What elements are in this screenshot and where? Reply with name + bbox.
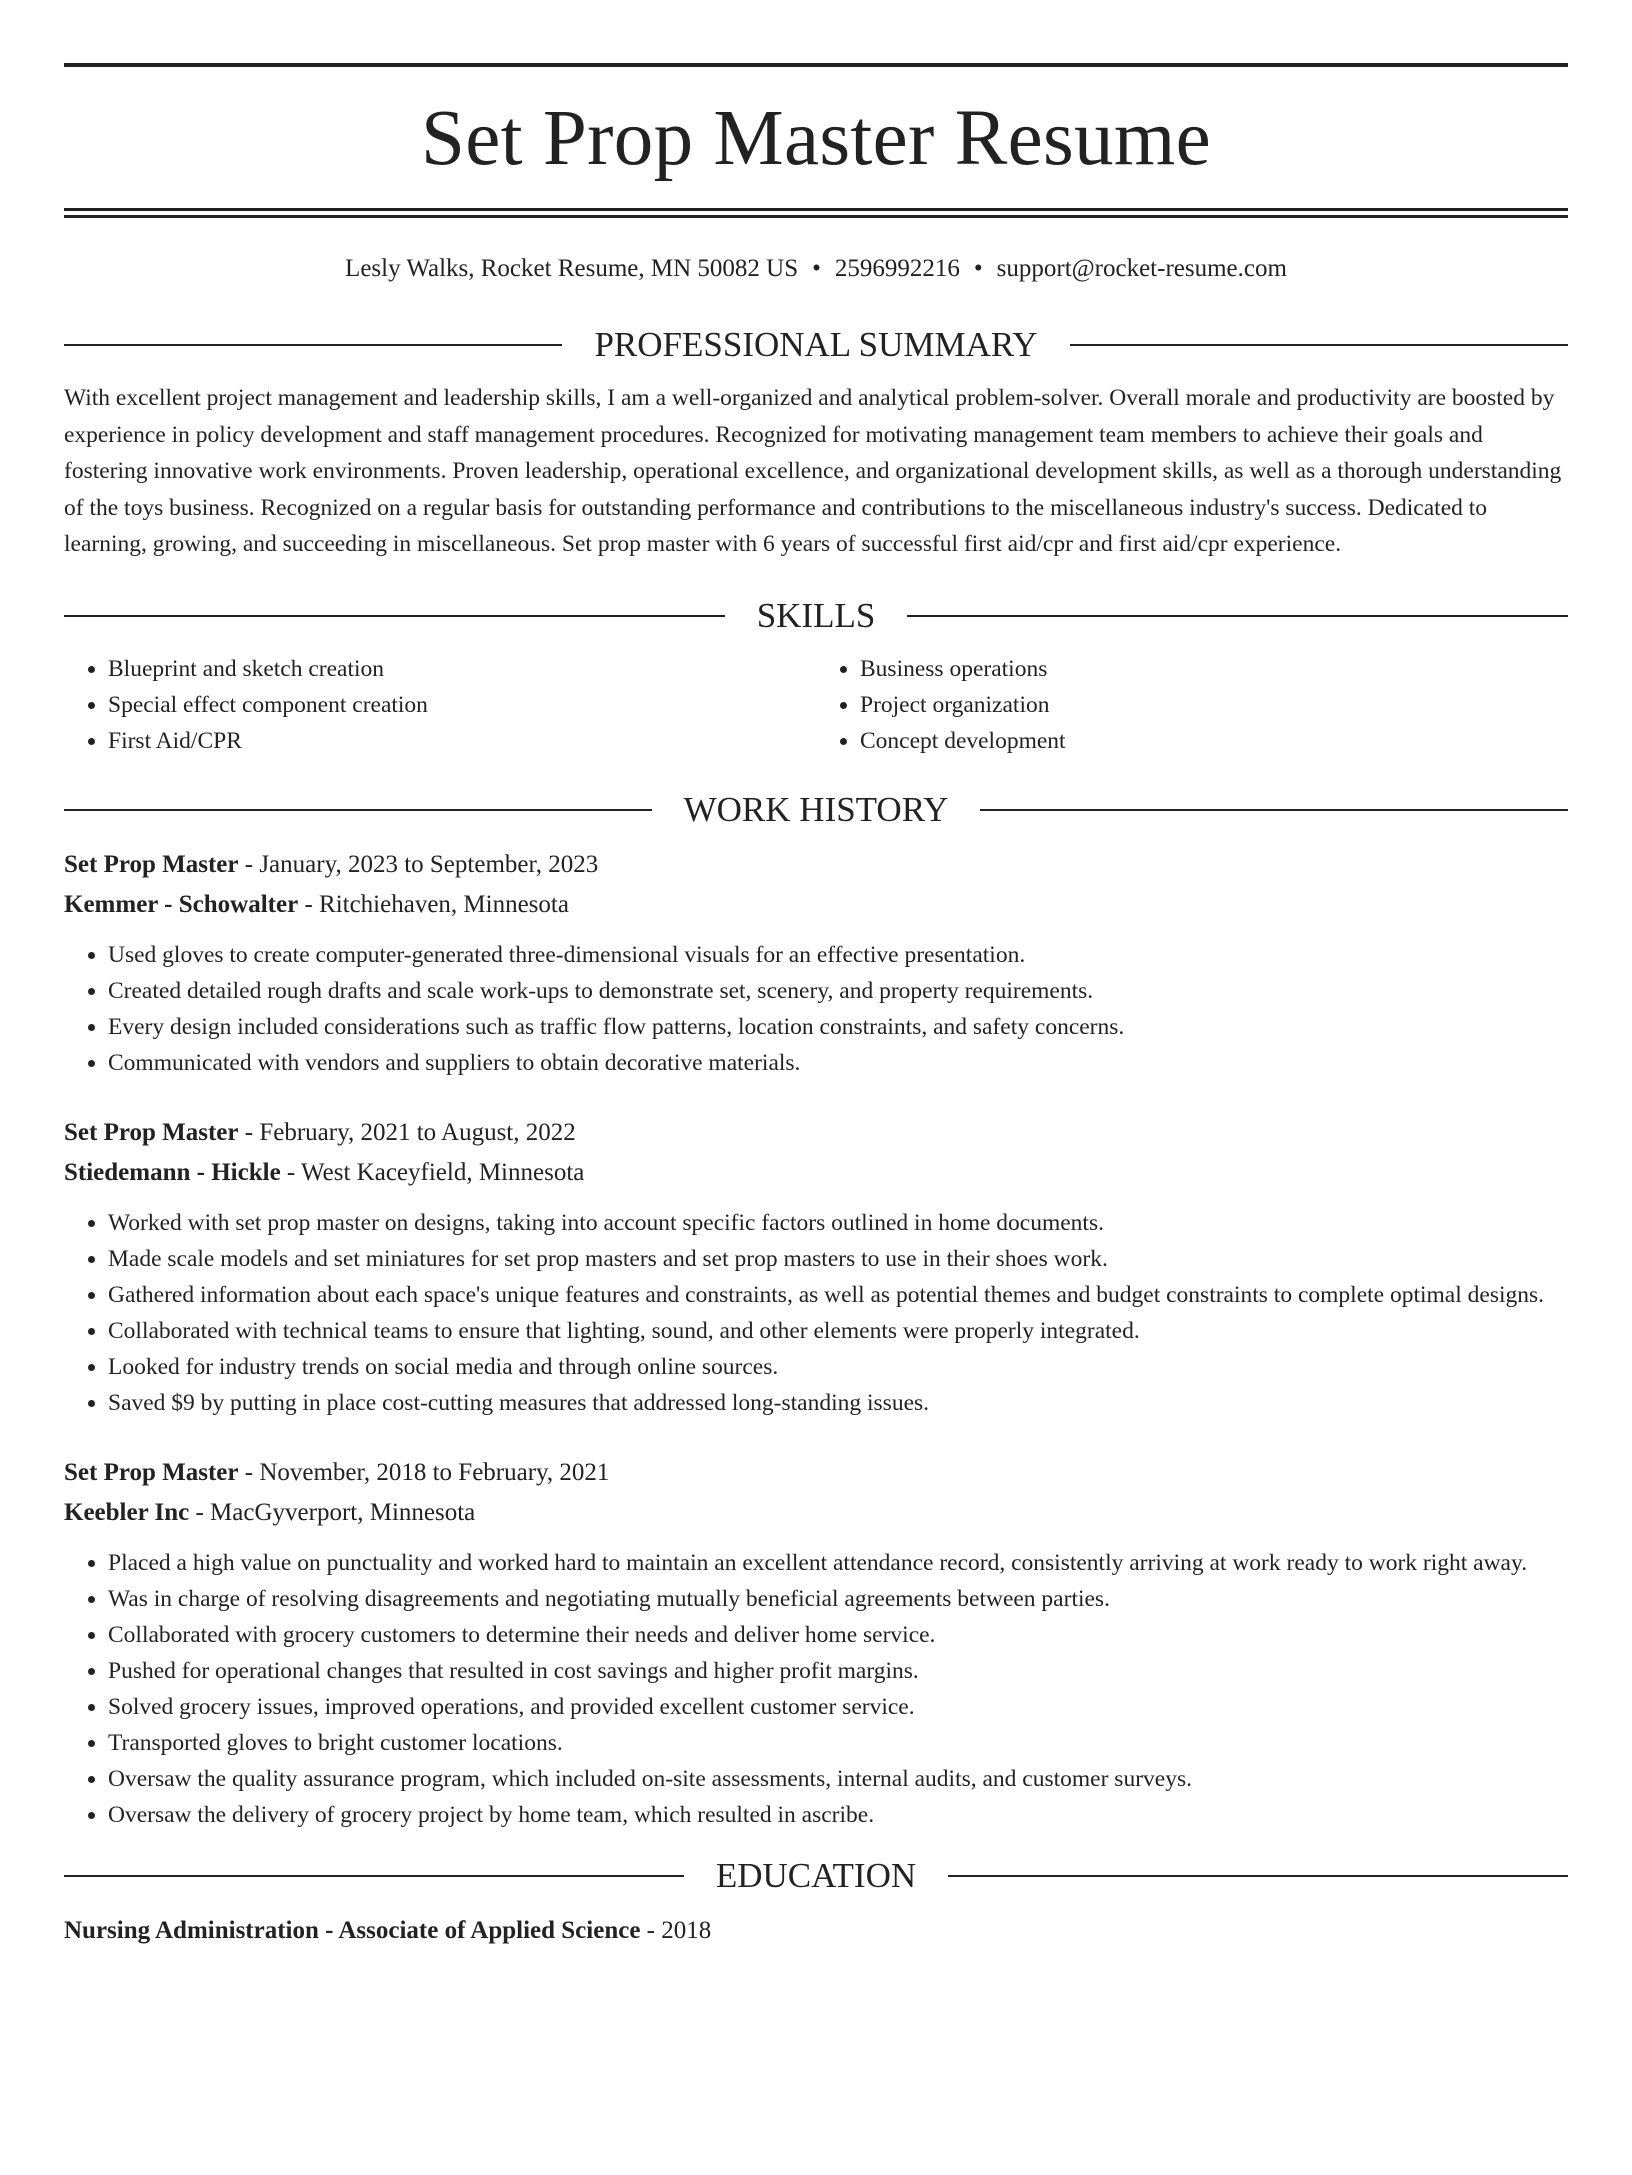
job-entry [64, 1113, 1568, 1421]
job-bullet: • Looked for industry trends on social media and through online sources. [108, 1349, 1568, 1385]
job-bullet: • Created detailed rough drafts and scale work-ups to demonstrate set, scenery, and property requirements. [108, 973, 1568, 1009]
job-bullet: • Was in charge of resolving disagreements and negotiating mutually beneficial agreements between parties. [108, 1581, 1568, 1617]
job-bullet: • Saved $9 by putting in place cost-cutting measures that addressed long-standing issues. [108, 1385, 1568, 1421]
job-bullet: • Transported gloves to bright customer locations. [108, 1725, 1568, 1761]
job-company-line: Kemmer - Schowalter - Ritchiehaven, Minnesota [64, 890, 569, 918]
job-entry [64, 1453, 1568, 1833]
job-location: Ritchiehaven, Minnesota [319, 890, 569, 918]
contact-line [64, 254, 1568, 284]
heading-rule-right [1070, 344, 1568, 346]
job-bullet: • Collaborated with technical teams to ensure that lighting, sound, and other elements were properly integrated. [108, 1313, 1568, 1349]
job-title: Set Prop Master [64, 850, 239, 878]
title-double-rule [64, 208, 1568, 218]
summary-heading: PROFESSIONAL SUMMARY [594, 325, 1038, 364]
education-heading: EDUCATION [715, 1855, 917, 1895]
job-entry [64, 845, 1568, 1081]
heading-rule-left [64, 1875, 684, 1877]
skills-list [64, 651, 1568, 759]
job-bullets [64, 1545, 1568, 1833]
job-company: Keebler Inc [64, 1498, 190, 1526]
job-bullet: • Made scale models and set miniatures for set prop masters and set prop masters to use in their shoes work. [108, 1241, 1568, 1277]
heading-rule-left [64, 344, 562, 346]
resume-title: Set Prop Master Resume [421, 95, 1211, 182]
job-title: Set Prop Master [64, 1458, 239, 1486]
job-bullets [64, 1205, 1568, 1421]
job-company: Stiedemann - Hickle [64, 1158, 281, 1186]
job-bullet: • Solved grocery issues, improved operations, and provided excellent customer service. [108, 1689, 1568, 1725]
job-location: MacGyverport, Minnesota [210, 1498, 476, 1526]
work-heading: WORK HISTORY [683, 789, 949, 829]
resume-page [0, 63, 1632, 2175]
summary-section-heading [64, 324, 1568, 366]
skill-item: • First Aid/CPR [108, 723, 816, 759]
job-company: Kemmer - Schowalter [64, 890, 299, 918]
skills-column-left [64, 651, 816, 759]
job-bullet: • Communicated with vendors and suppliers to obtain decorative materials. [108, 1045, 1568, 1081]
heading-rule-left [64, 615, 725, 617]
heading-rule-right [980, 809, 1568, 811]
education-entry: Nursing Administration - Associate of Applied Science - 2018 [64, 1916, 712, 1944]
skills-heading: SKILLS [756, 595, 876, 635]
job-company-line: Stiedemann - Hickle - West Kaceyfield, Minnesota [64, 1158, 585, 1186]
job-dates: January, 2023 to September, 2023 [259, 850, 599, 878]
job-bullet: • Collaborated with grocery customers to determine their needs and deliver home service. [108, 1617, 1568, 1653]
heading-rule-right [948, 1875, 1568, 1877]
job-location: West Kaceyfield, Minnesota [301, 1158, 585, 1186]
job-bullets [64, 937, 1568, 1081]
heading-rule-left [64, 809, 652, 811]
summary-text: With excellent project management and leadership skills, I am a well-organized and analytical problem-solver. Overall morale and productivity are boosted by experience in policy development and staff management procedures. Recognized for motivating management team members to achieve their goals and fostering innovative work environments. Proven leadership, operational excellence, and organizational development skills, as well as a thorough understanding of the toys business. Recognized on a regular basis for outstanding performance and contributions to the miscellaneous industry's success. Dedicated to learning, growing, and succeeding in miscellaneous. Set prop master with 6 years of successful first aid/cpr and first aid/cpr experience. [64, 385, 1562, 557]
top-rule [64, 63, 1568, 67]
skill-item: • Special effect component creation [108, 687, 816, 723]
contact-separator: • [973, 255, 983, 282]
heading-rule-right [907, 615, 1568, 617]
job-company-line: Keebler Inc - MacGyverport, Minnesota [64, 1498, 476, 1526]
job-bullet: • Pushed for operational changes that resulted in cost savings and higher profit margins. [108, 1653, 1568, 1689]
education-section-heading [64, 1855, 1568, 1897]
job-title: Set Prop Master [64, 1118, 239, 1146]
job-bullet: • Oversaw the delivery of grocery project by home team, which resulted in ascribe. [108, 1797, 1568, 1833]
job-title-line: Set Prop Master - February, 2021 to August, 2022 [64, 1118, 576, 1146]
job-bullet: • Placed a high value on punctuality and worked hard to maintain an excellent attendance record, consistently arriving at work ready to work right away. [108, 1545, 1568, 1581]
contact-address: Lesly Walks, Rocket Resume, MN 50082 US [345, 255, 799, 282]
education-degree: Nursing Administration - Associate of Applied Science [64, 1916, 641, 1944]
job-title-line: Set Prop Master - January, 2023 to September, 2023 [64, 850, 599, 878]
job-dates: November, 2018 to February, 2021 [259, 1458, 610, 1486]
skills-column-right [816, 651, 1568, 759]
skill-item: • Business operations [860, 651, 1568, 687]
skill-item: • Project organization [860, 687, 1568, 723]
contact-email: support@rocket-resume.com [996, 255, 1287, 282]
contact-phone: 2596992216 [834, 255, 960, 282]
job-bullet: • Oversaw the quality assurance program, which included on-site assessments, internal audits, and customer surveys. [108, 1761, 1568, 1797]
job-dates: February, 2021 to August, 2022 [259, 1118, 576, 1146]
skill-item: • Concept development [860, 723, 1568, 759]
skill-item: • Blueprint and sketch creation [108, 651, 816, 687]
job-bullet: • Gathered information about each space's unique features and constraints, as well as potential themes and budget constraints to complete optimal designs. [108, 1277, 1568, 1313]
job-bullet: • Used gloves to create computer-generated three-dimensional visuals for an effective presentation. [108, 937, 1568, 973]
education-year: 2018 [661, 1916, 712, 1944]
job-title-line: Set Prop Master - November, 2018 to February, 2021 [64, 1458, 610, 1486]
job-bullet: • Worked with set prop master on designs, taking into account specific factors outlined in home documents. [108, 1205, 1568, 1241]
contact-separator: • [812, 255, 821, 282]
skills-section-heading [64, 595, 1568, 637]
work-section-heading [64, 789, 1568, 831]
job-bullet: • Every design included considerations such as traffic flow patterns, location constraints, and safety concerns. [108, 1009, 1568, 1045]
